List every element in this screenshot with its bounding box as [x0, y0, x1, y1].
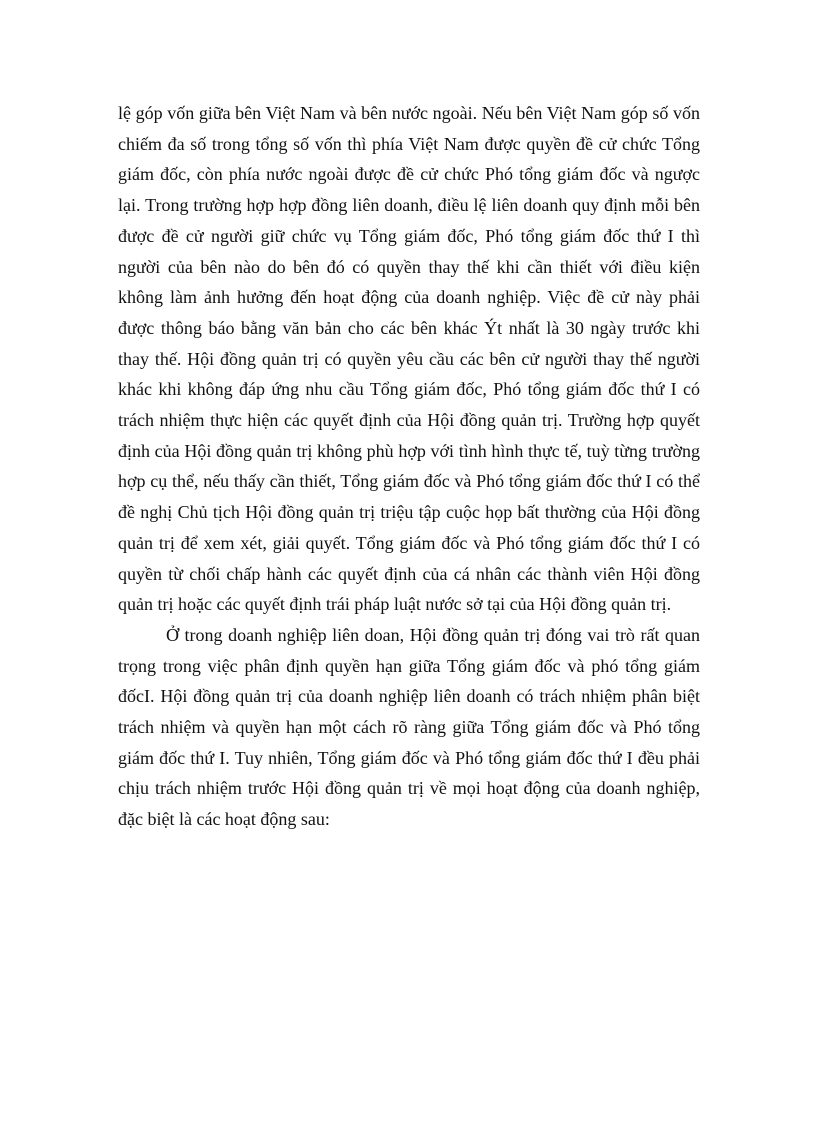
paragraph-1: lệ góp vốn giữa bên Việt Nam và bên nước ngoài. Nếu bên Việt Nam góp số vốn chiếm đa số trong tổng số vốn thì phía Việt Nam được quyền đề cử chức Tổng giám đốc, còn phía nước ngoài được đề cử chức Phó tổng giám đốc và ngược lại. Trong trường hợp hợp đồng liên doanh, điều lệ liên doanh quy định mỗi bên được đề cử người giữ chức vụ Tổng giám đốc, Phó tổng giám đốc thứ I thì người của bên nào do bên đó có quyền thay thế khi cần thiết với điều kiện không làm ảnh hưởng đến hoạt động của doanh nghiệp. Việc đề cử này phải được thông báo bằng văn bản cho các bên khác Ýt nhất là 30 ngày trước khi thay thế. Hội đồng quản trị có quyền yêu cầu các bên cử người thay thế người khác khi không đáp ứng nhu cầu Tổng giám đốc, Phó tổng giám đốc thứ I có trách nhiệm thực hiện các quyết định của Hội đồng quản trị. Trường hợp quyết định của Hội đồng quản trị không phù hợp với tình hình thực tế, tuỳ từng trường hợp cụ thể, nếu thấy cần thiết, Tổng giám đốc và Phó tổng giám đốc thứ I có thể đề nghị Chủ tịch Hội đồng quản trị triệu tập cuộc họp bất thường của Hội đồng quản trị để xem xét, giải quyết. Tổng giám đốc và Phó tổng giám đốc thứ I có quyền từ chối chấp hành các quyết định của cá nhân các thành viên Hội đồng quản trị hoặc các quyết định trái pháp luật nước sở tại của Hội đồng quản trị. [118, 103, 700, 615]
body-text [118, 98, 700, 835]
paragraph-2: Ở trong doanh nghiệp liên doan, Hội đồng quản trị đóng vai trò rất quan trọng trong việc phân định quyền hạn giữa Tổng giám đốc và phó tổng giám đốcI. Hội đồng quản trị của doanh nghiệp liên doanh có trách nhiệm phân biệt trách nhiệm và quyền hạn một cách rõ ràng giữa Tổng giám đốc và Phó tổng giám đốc thứ I. Tuy nhiên, Tổng giám đốc và Phó tổng giám đốc thứ I đều phải chịu trách nhiệm trước Hội đồng quản trị về mọi hoạt động của doanh nghiệp, đặc biệt là các hoạt động sau: [118, 624, 700, 830]
